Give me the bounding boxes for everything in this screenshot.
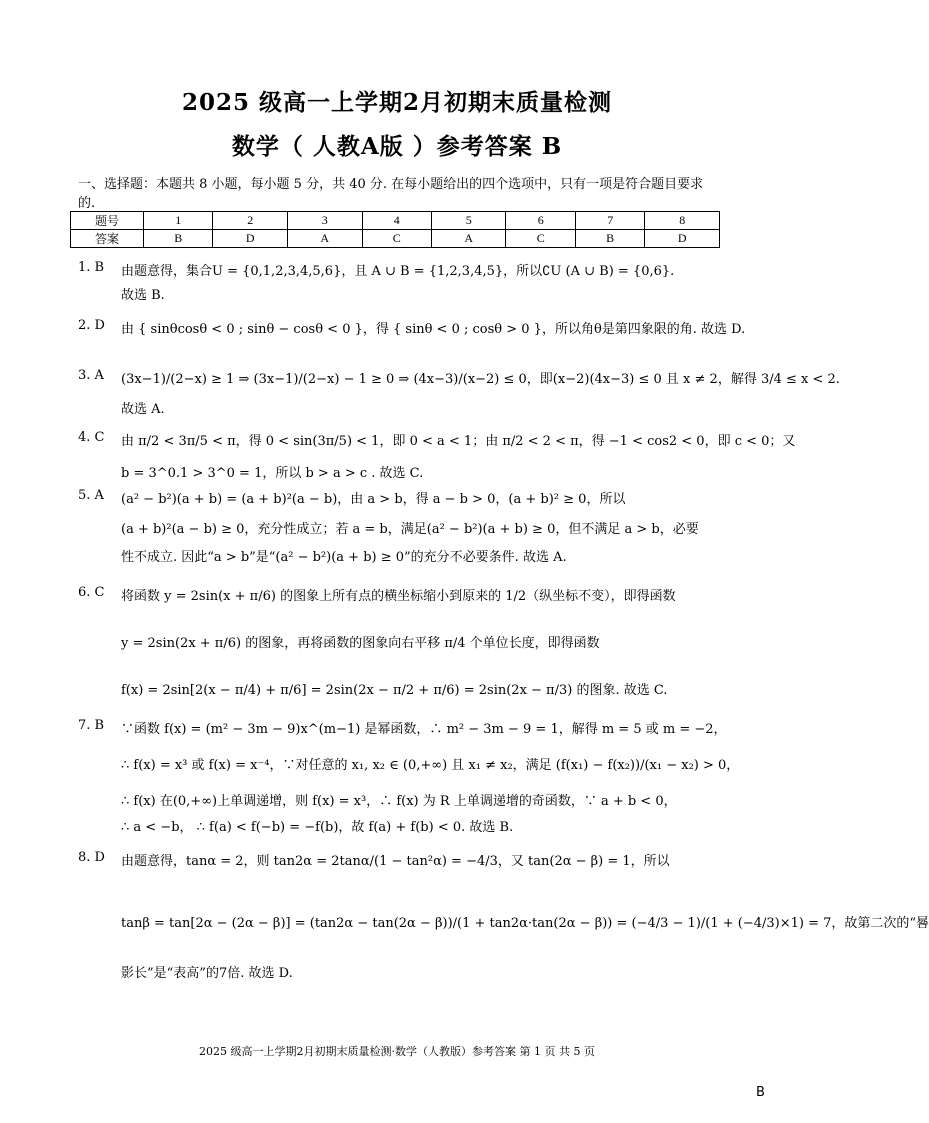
table-cell: 8 bbox=[645, 212, 720, 230]
solution-line: ∴ f(x) = x³ 或 f(x) = x⁻⁴，∵对任意的 x₁, x₂ ∈ (0,+∞) 且 x₁ ≠ x₂，满足 (f(x₁) − f(x₂))/(x₁ − x₂) > 0， bbox=[121, 758, 740, 773]
table-cell: 7 bbox=[575, 212, 644, 230]
page-footer: 2025 级高一上学期2月初期末质量检测·数学（人教版）参考答案 第 1 页 共 5 页 bbox=[199, 1045, 595, 1058]
table-cell: 1 bbox=[144, 212, 213, 230]
solution-line: 由 π/2 < 3π/5 < π，得 0 < sin(3π/5) < 1，即 0 < a < 1；由 π/2 < 2 < π，得 −1 < cos2 < 0，即 c < 0；又 bbox=[121, 434, 796, 449]
solution-line: 由题意得，集合U = {0,1,2,3,4,5,6}，且 A ∪ B = {1,2,3,4,5}，所以∁U (A ∪ B) = {0,6}. bbox=[121, 264, 675, 279]
solution-line: ∴ a < −b， ∴ f(a) < f(−b) = −f(b)，故 f(a) + f(b) < 0. 故选 B. bbox=[121, 820, 514, 835]
solution-item-3 bbox=[78, 368, 840, 417]
item-number: 4. C bbox=[78, 430, 105, 445]
table-cell: C bbox=[506, 230, 575, 248]
page-title: 2025 级高一上学期2月初期末质量检测 bbox=[181, 89, 613, 116]
solution-line: 故选 B. bbox=[121, 288, 165, 303]
solution-line: 性不成立. 因此“a > b”是“(a² − b²)(a + b) ≥ 0”的充分不必要条件. 故选 A. bbox=[121, 550, 567, 565]
solution-item-6 bbox=[78, 585, 738, 700]
page-subtitle: 数学（ 人教A版 ）参考答案 B bbox=[231, 133, 563, 160]
answer-table bbox=[70, 211, 720, 248]
table-header-answer: 答案 bbox=[71, 230, 144, 248]
solution-line: 影长”是“表高”的7倍. 故选 D. bbox=[121, 966, 293, 981]
item-number: 3. A bbox=[78, 368, 104, 383]
solution-item-8 bbox=[78, 850, 929, 981]
solution-item-7 bbox=[78, 718, 738, 833]
item-number: 8. D bbox=[78, 850, 105, 865]
table-cell: 3 bbox=[287, 212, 362, 230]
solution-line: 由题意得，tanα = 2，则 tan2α = 2tanα/(1 − tan²α) = −4/3，又 tan(2α − β) = 1，所以 bbox=[121, 854, 670, 869]
solution-line: (3x−1)/(2−x) ≥ 1 ⇒ (3x−1)/(2−x) − 1 ≥ 0 ⇒ (4x−3)/(x−2) ≤ 0，即(x−2)(4x−3) ≤ 0 且 x ≠ 2，解得 3/4 ≤ x < 2. bbox=[121, 372, 840, 387]
table-cell: 2 bbox=[213, 212, 288, 230]
solution-item-5 bbox=[78, 488, 738, 568]
solution-item-2 bbox=[78, 318, 746, 348]
table-cell: A bbox=[287, 230, 362, 248]
table-cell: 4 bbox=[362, 212, 431, 230]
solution-line: 将函数 y = 2sin(x + π/6) 的图象上所有点的横坐标缩小到原来的 1/2（纵坐标不变），即得函数 bbox=[121, 589, 676, 604]
table-cell: D bbox=[645, 230, 720, 248]
table-cell: B bbox=[144, 230, 213, 248]
solution-line: y = 2sin(2x + π/6) 的图象，再将函数的图象向右平移 π/4 个单位长度，即得函数 bbox=[121, 636, 600, 651]
item-number: 6. C bbox=[78, 585, 105, 600]
table-cell: B bbox=[575, 230, 644, 248]
solution-item-1 bbox=[78, 260, 738, 305]
solution-line: tanβ = tan[2α − (2α − β)] = (tan2α − tan(2α − β))/(1 + tan2α·tan(2α − β)) = (−4/3 − 1)/(1 + (−4/3)×1) = 7，故第二次的“晷 bbox=[121, 916, 929, 931]
table-cell: A bbox=[431, 230, 506, 248]
item-number: 7. B bbox=[78, 718, 105, 733]
solution-line: 由 { sinθcosθ < 0 ; sinθ − cosθ < 0 }，得 { sinθ < 0 ; cosθ > 0 }，所以角θ是第四象限的角. 故选 D. bbox=[121, 322, 746, 337]
item-number: 2. D bbox=[78, 318, 105, 333]
item-number: 5. A bbox=[78, 488, 104, 503]
solution-line: (a² − b²)(a + b) = (a + b)²(a − b)，由 a > b，得 a − b > 0，(a + b)² ≥ 0，所以 bbox=[121, 492, 626, 507]
solution-item-4 bbox=[78, 430, 796, 481]
corner-mark: B bbox=[756, 1085, 765, 1100]
section-heading: 一、选择题：本题共 8 小题，每小题 5 分，共 40 分. 在每小题给出的四个选项中，只有一项是符合题目要求的. bbox=[78, 177, 704, 211]
table-cell: D bbox=[213, 230, 288, 248]
table-cell: 5 bbox=[431, 212, 506, 230]
solution-line: 故选 A. bbox=[121, 402, 165, 417]
solution-line: f(x) = 2sin[2(x − π/4) + π/6] = 2sin(2x − π/2 + π/6) = 2sin(2x − π/3) 的图象. 故选 C. bbox=[121, 683, 668, 698]
solution-line: b = 3^0.1 > 3^0 = 1，所以 b > a > c . 故选 C. bbox=[121, 466, 424, 481]
solution-line: (a + b)²(a − b) ≥ 0，充分性成立；若 a = b，满足(a² − b²)(a + b) ≥ 0，但不满足 a > b，必要 bbox=[121, 522, 699, 537]
table-cell: 6 bbox=[506, 212, 575, 230]
table-cell: C bbox=[362, 230, 431, 248]
table-header-number: 题号 bbox=[71, 212, 144, 230]
solution-line: ∴ f(x) 在(0,+∞)上单调递增，则 f(x) = x³，∴ f(x) 为 R 上单调递增的奇函数，∵ a + b < 0， bbox=[121, 794, 677, 809]
table-row bbox=[71, 212, 720, 230]
item-number: 1. B bbox=[78, 260, 105, 275]
table-row bbox=[71, 230, 720, 248]
solution-line: ∵函数 f(x) = (m² − 3m − 9)x^(m−1) 是幂函数，∴ m² − 3m − 9 = 1，解得 m = 5 或 m = −2， bbox=[121, 722, 727, 737]
